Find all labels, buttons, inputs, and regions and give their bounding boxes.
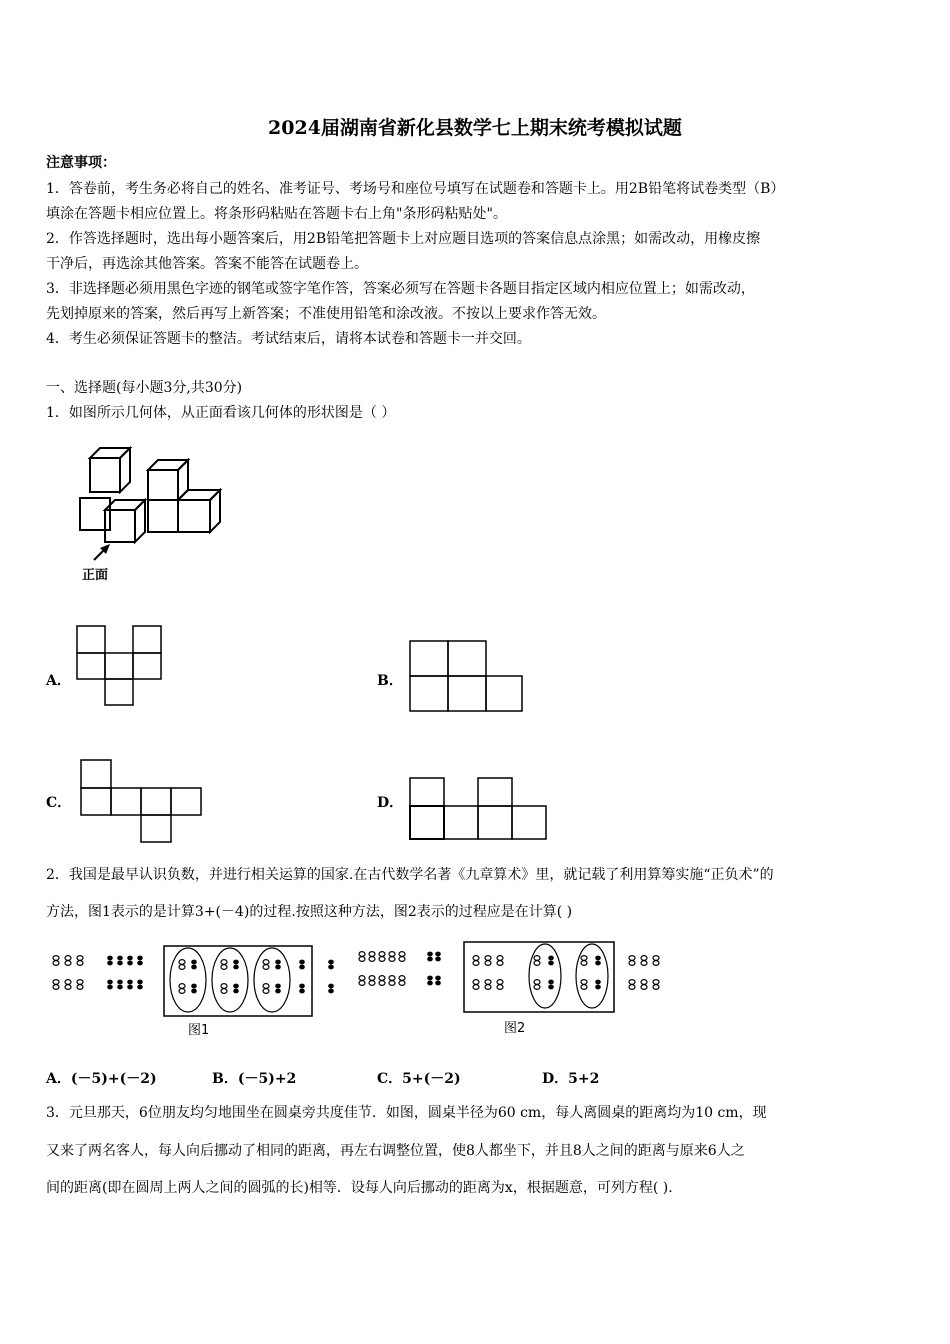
- question-3-line: 3．元旦那天，6位朋友均匀地围坐在圆桌旁共度佳节．如图，圆桌半径为60 cm，每人离圆桌的距离均为10 cm，现: [46, 1105, 767, 1121]
- cube-solid-figure: [70, 440, 240, 590]
- page-title: 2024届湖南省新化县数学七上期末统考模拟试题: [268, 117, 682, 139]
- note-line: 4．考生必须保证答题卡的整洁。考试结束后，请将本试卷和答题卡一并交回。: [46, 331, 531, 347]
- note-line: 填涂在答题卡相应位置上。将条形码粘贴在答题卡右上角"条形码粘贴处"。: [46, 206, 507, 222]
- option-b-label[interactable]: B．: [377, 673, 403, 689]
- q2-option-c[interactable]: C．5+(－2): [377, 1071, 461, 1087]
- note-line: 干净后，再选涂其他答案。答案不能答在试题卷上。: [46, 256, 368, 272]
- option-d-label[interactable]: D．: [377, 795, 404, 811]
- counting-rods-figure: [46, 940, 666, 1040]
- front-label: 正面: [82, 568, 109, 583]
- notes-heading: 注意事项：: [46, 155, 116, 171]
- figure-2-caption: 图2: [504, 1021, 526, 1036]
- option-a-label[interactable]: A．: [46, 673, 71, 689]
- question-3-line: 间的距离(即在圆周上两人之间的圆弧的长)相等．设每人向后挪动的距离为x，根据题意，可列方程( ).: [46, 1180, 673, 1196]
- question-3-line: 又来了两名客人，每人向后挪动了相同的距离，再左右调整位置，使8人都坐下，并且8人之间的距离与原来6人之: [46, 1143, 745, 1159]
- note-line: 2．作答选择题时，选出每小题答案后，用2B铅笔把答题卡上对应题目选项的答案信息点涂黑；如需改动，用橡皮擦: [46, 231, 761, 247]
- question-2-line: 方法，图1表示的是计算3+(－4)的过程.按照这种方法，图2表示的过程应是在计算( ): [46, 904, 573, 920]
- q2-option-a[interactable]: A．(－5)+(－2): [46, 1071, 157, 1087]
- option-c-label[interactable]: C．: [46, 795, 72, 811]
- note-line: 3．非选择题必须用黑色字迹的钢笔或签字笔作答，答案必须写在答题卡各题目指定区域内相应位置上；如需改动，: [46, 281, 755, 297]
- question-2-line: 2．我国是最早认识负数，并进行相关运算的国家.在古代数学名著《九章算术》里，就记载了利用算筹实施“正负术”的: [46, 867, 774, 883]
- note-line: 1．答卷前，考生务必将自己的姓名、准考证号、考场号和座位号填写在试题卷和答题卡上。用2B铅笔将试卷类型（B）: [46, 181, 785, 197]
- section-heading: 一、选择题(每小题3分,共30分): [46, 380, 243, 396]
- figure-1-caption: 图1: [188, 1023, 210, 1038]
- option-c-figure[interactable]: [80, 759, 204, 845]
- q2-option-b[interactable]: B．(－5)+2: [212, 1071, 297, 1087]
- option-b-figure[interactable]: [409, 640, 525, 714]
- question-1-text: 1．如图所示几何体，从正面看该几何体的形状图是（ ）: [46, 405, 396, 421]
- option-a-figure[interactable]: [76, 625, 166, 707]
- option-d-figure[interactable]: [409, 777, 549, 845]
- q2-option-d[interactable]: D．5+2: [542, 1071, 600, 1087]
- note-line: 先划掉原来的答案，然后再写上新答案；不准使用铅笔和涂改液。不按以上要求作答无效。: [46, 306, 606, 322]
